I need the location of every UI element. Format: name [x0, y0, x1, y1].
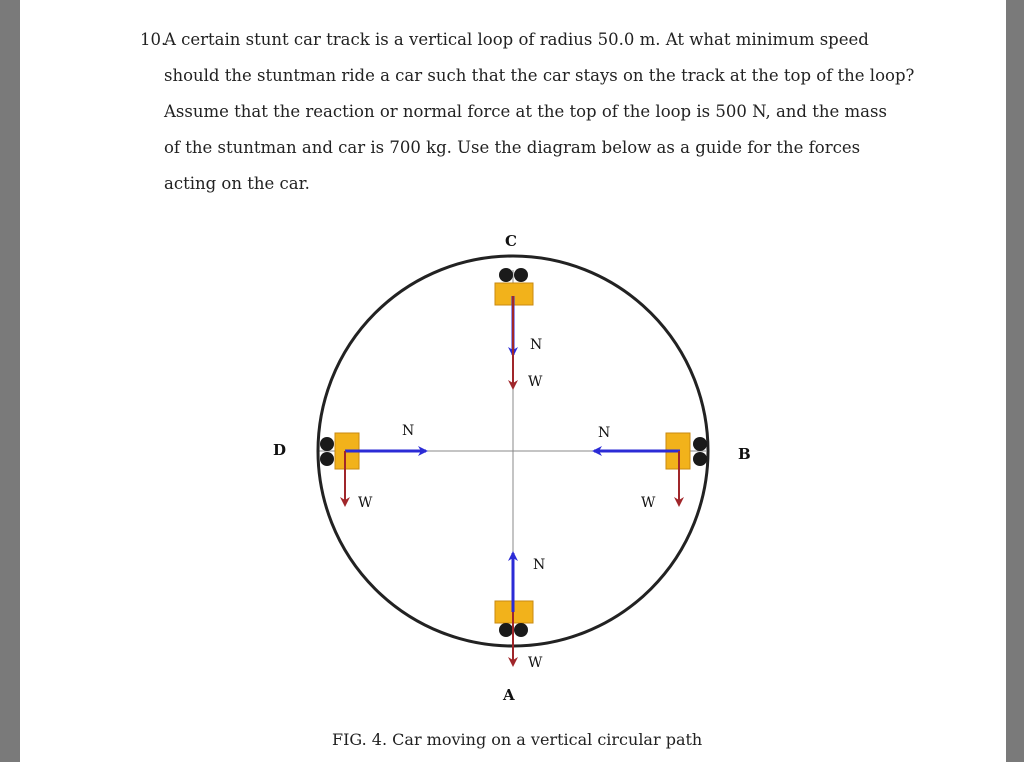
- figure-caption: FIG. 4. Car moving on a vertical circular path: [332, 730, 703, 749]
- force-label-w: W: [641, 495, 656, 511]
- problem-line: 10.A certain stunt car track is a vertical loop of radius 50.0 m. At what minimum speed: [140, 22, 930, 58]
- force-label-w: W: [528, 655, 543, 671]
- point-label-b: B: [738, 445, 751, 463]
- wheel: [514, 623, 528, 637]
- problem-line: of the stuntman and car is 700 kg. Use the diagram below as a guide for the forces: [164, 138, 861, 157]
- point-label-d: D: [273, 441, 287, 459]
- problem-line: should the stuntman ride a car such that the car stays on the track at the top of the loop?: [164, 66, 915, 85]
- force-label-n: N: [402, 423, 415, 439]
- car-bottom: [495, 553, 533, 665]
- problem-line: acting on the car.: [164, 174, 310, 193]
- problem-number: 10.: [140, 30, 167, 49]
- wheel: [693, 452, 707, 466]
- force-label-n: N: [533, 557, 546, 573]
- car-left: [320, 433, 426, 505]
- force-label-w: W: [358, 495, 373, 511]
- wheel: [320, 437, 334, 451]
- wheel: [499, 268, 513, 282]
- point-label-c: C: [505, 232, 517, 250]
- wheel: [514, 268, 528, 282]
- point-label-a: A: [503, 686, 515, 704]
- force-label-w: W: [528, 374, 543, 390]
- car-top: [495, 268, 533, 388]
- wheel: [320, 452, 334, 466]
- force-label-n: N: [530, 337, 543, 353]
- problem-line: Assume that the reaction or normal force at the top of the loop is 500 N, and the mass: [164, 102, 887, 121]
- wheel: [499, 623, 513, 637]
- force-label-n: N: [598, 425, 611, 441]
- wheel: [693, 437, 707, 451]
